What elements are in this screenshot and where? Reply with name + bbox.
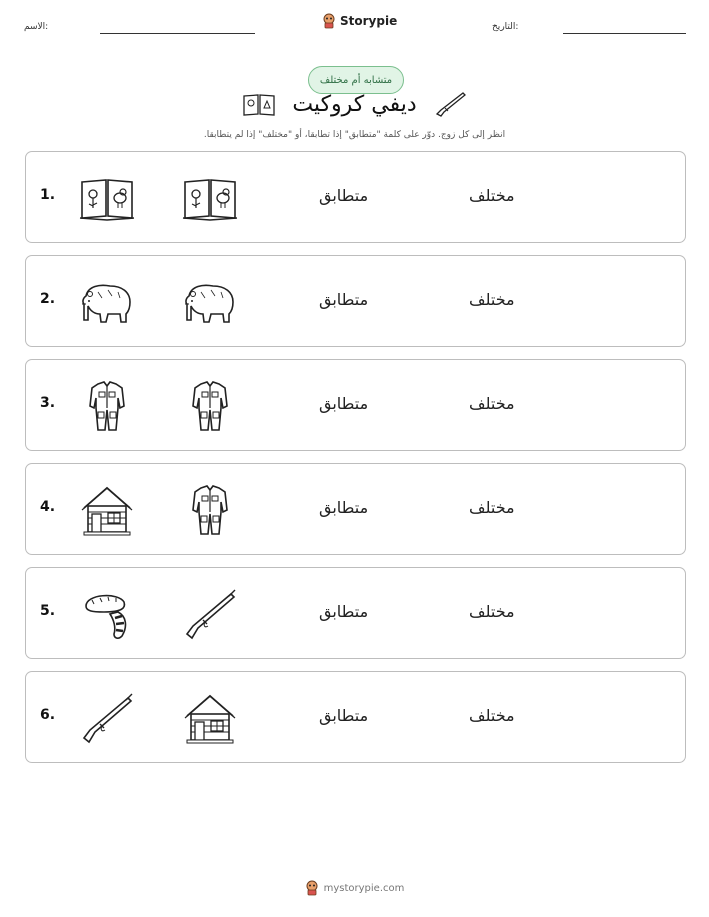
storypie-mascot-icon <box>322 13 336 29</box>
date-line[interactable] <box>563 33 686 34</box>
rifle-icon <box>181 586 239 642</box>
row-number: 2. <box>40 291 56 307</box>
book-icon <box>78 170 136 226</box>
name-line[interactable] <box>100 33 255 34</box>
match-row <box>25 567 686 659</box>
same-option[interactable]: متطابق <box>319 602 369 621</box>
instructions: انظر إلى كل زوج. دوّر على كلمة "متطابق" إذا تطابقا، أو "مختلف" إذا لم يتطابقا. <box>203 130 506 140</box>
same-option[interactable]: متطابق <box>319 186 369 205</box>
worksheet-title: ديفي كروكيت <box>292 91 417 117</box>
book-icon <box>181 170 239 226</box>
different-option[interactable]: مختلف <box>469 498 515 517</box>
different-option[interactable]: مختلف <box>469 290 515 309</box>
coveralls-icon <box>181 378 239 434</box>
brand-logo <box>322 13 397 29</box>
same-option[interactable]: متطابق <box>319 290 369 309</box>
match-row <box>25 671 686 763</box>
match-row <box>25 151 686 243</box>
different-option[interactable]: مختلف <box>469 706 515 725</box>
same-option[interactable]: متطابق <box>319 706 369 725</box>
different-option[interactable]: مختلف <box>469 186 515 205</box>
title-row <box>0 90 709 118</box>
storypie-mascot-icon <box>305 880 319 896</box>
rifle-icon <box>433 90 467 118</box>
row-number: 1. <box>40 187 56 203</box>
rifle-icon <box>78 690 136 746</box>
footer <box>0 880 709 896</box>
row-number: 5. <box>40 603 56 619</box>
same-option[interactable]: متطابق <box>319 394 369 413</box>
bear-icon <box>181 274 239 330</box>
different-option[interactable]: مختلف <box>469 602 515 621</box>
coonskin-hat-icon <box>78 586 136 642</box>
different-option[interactable]: مختلف <box>469 394 515 413</box>
name-label: الاسم: <box>24 22 49 32</box>
coveralls-icon <box>181 482 239 538</box>
cabin-icon <box>181 690 239 746</box>
coveralls-icon <box>78 378 136 434</box>
cabin-icon <box>78 482 136 538</box>
match-row <box>25 255 686 347</box>
row-number: 3. <box>40 395 56 411</box>
bear-icon <box>78 274 136 330</box>
brand-name: Storypie <box>340 14 398 28</box>
topic-badge: متشابه أم مختلف <box>308 66 404 94</box>
book-icon <box>242 90 276 118</box>
footer-url[interactable]: mystorypie.com <box>323 882 405 894</box>
match-row <box>25 359 686 451</box>
date-label: التاريخ: <box>492 22 519 32</box>
row-number: 4. <box>40 499 56 515</box>
same-option[interactable]: متطابق <box>319 498 369 517</box>
match-row <box>25 463 686 555</box>
row-number: 6. <box>40 707 56 723</box>
